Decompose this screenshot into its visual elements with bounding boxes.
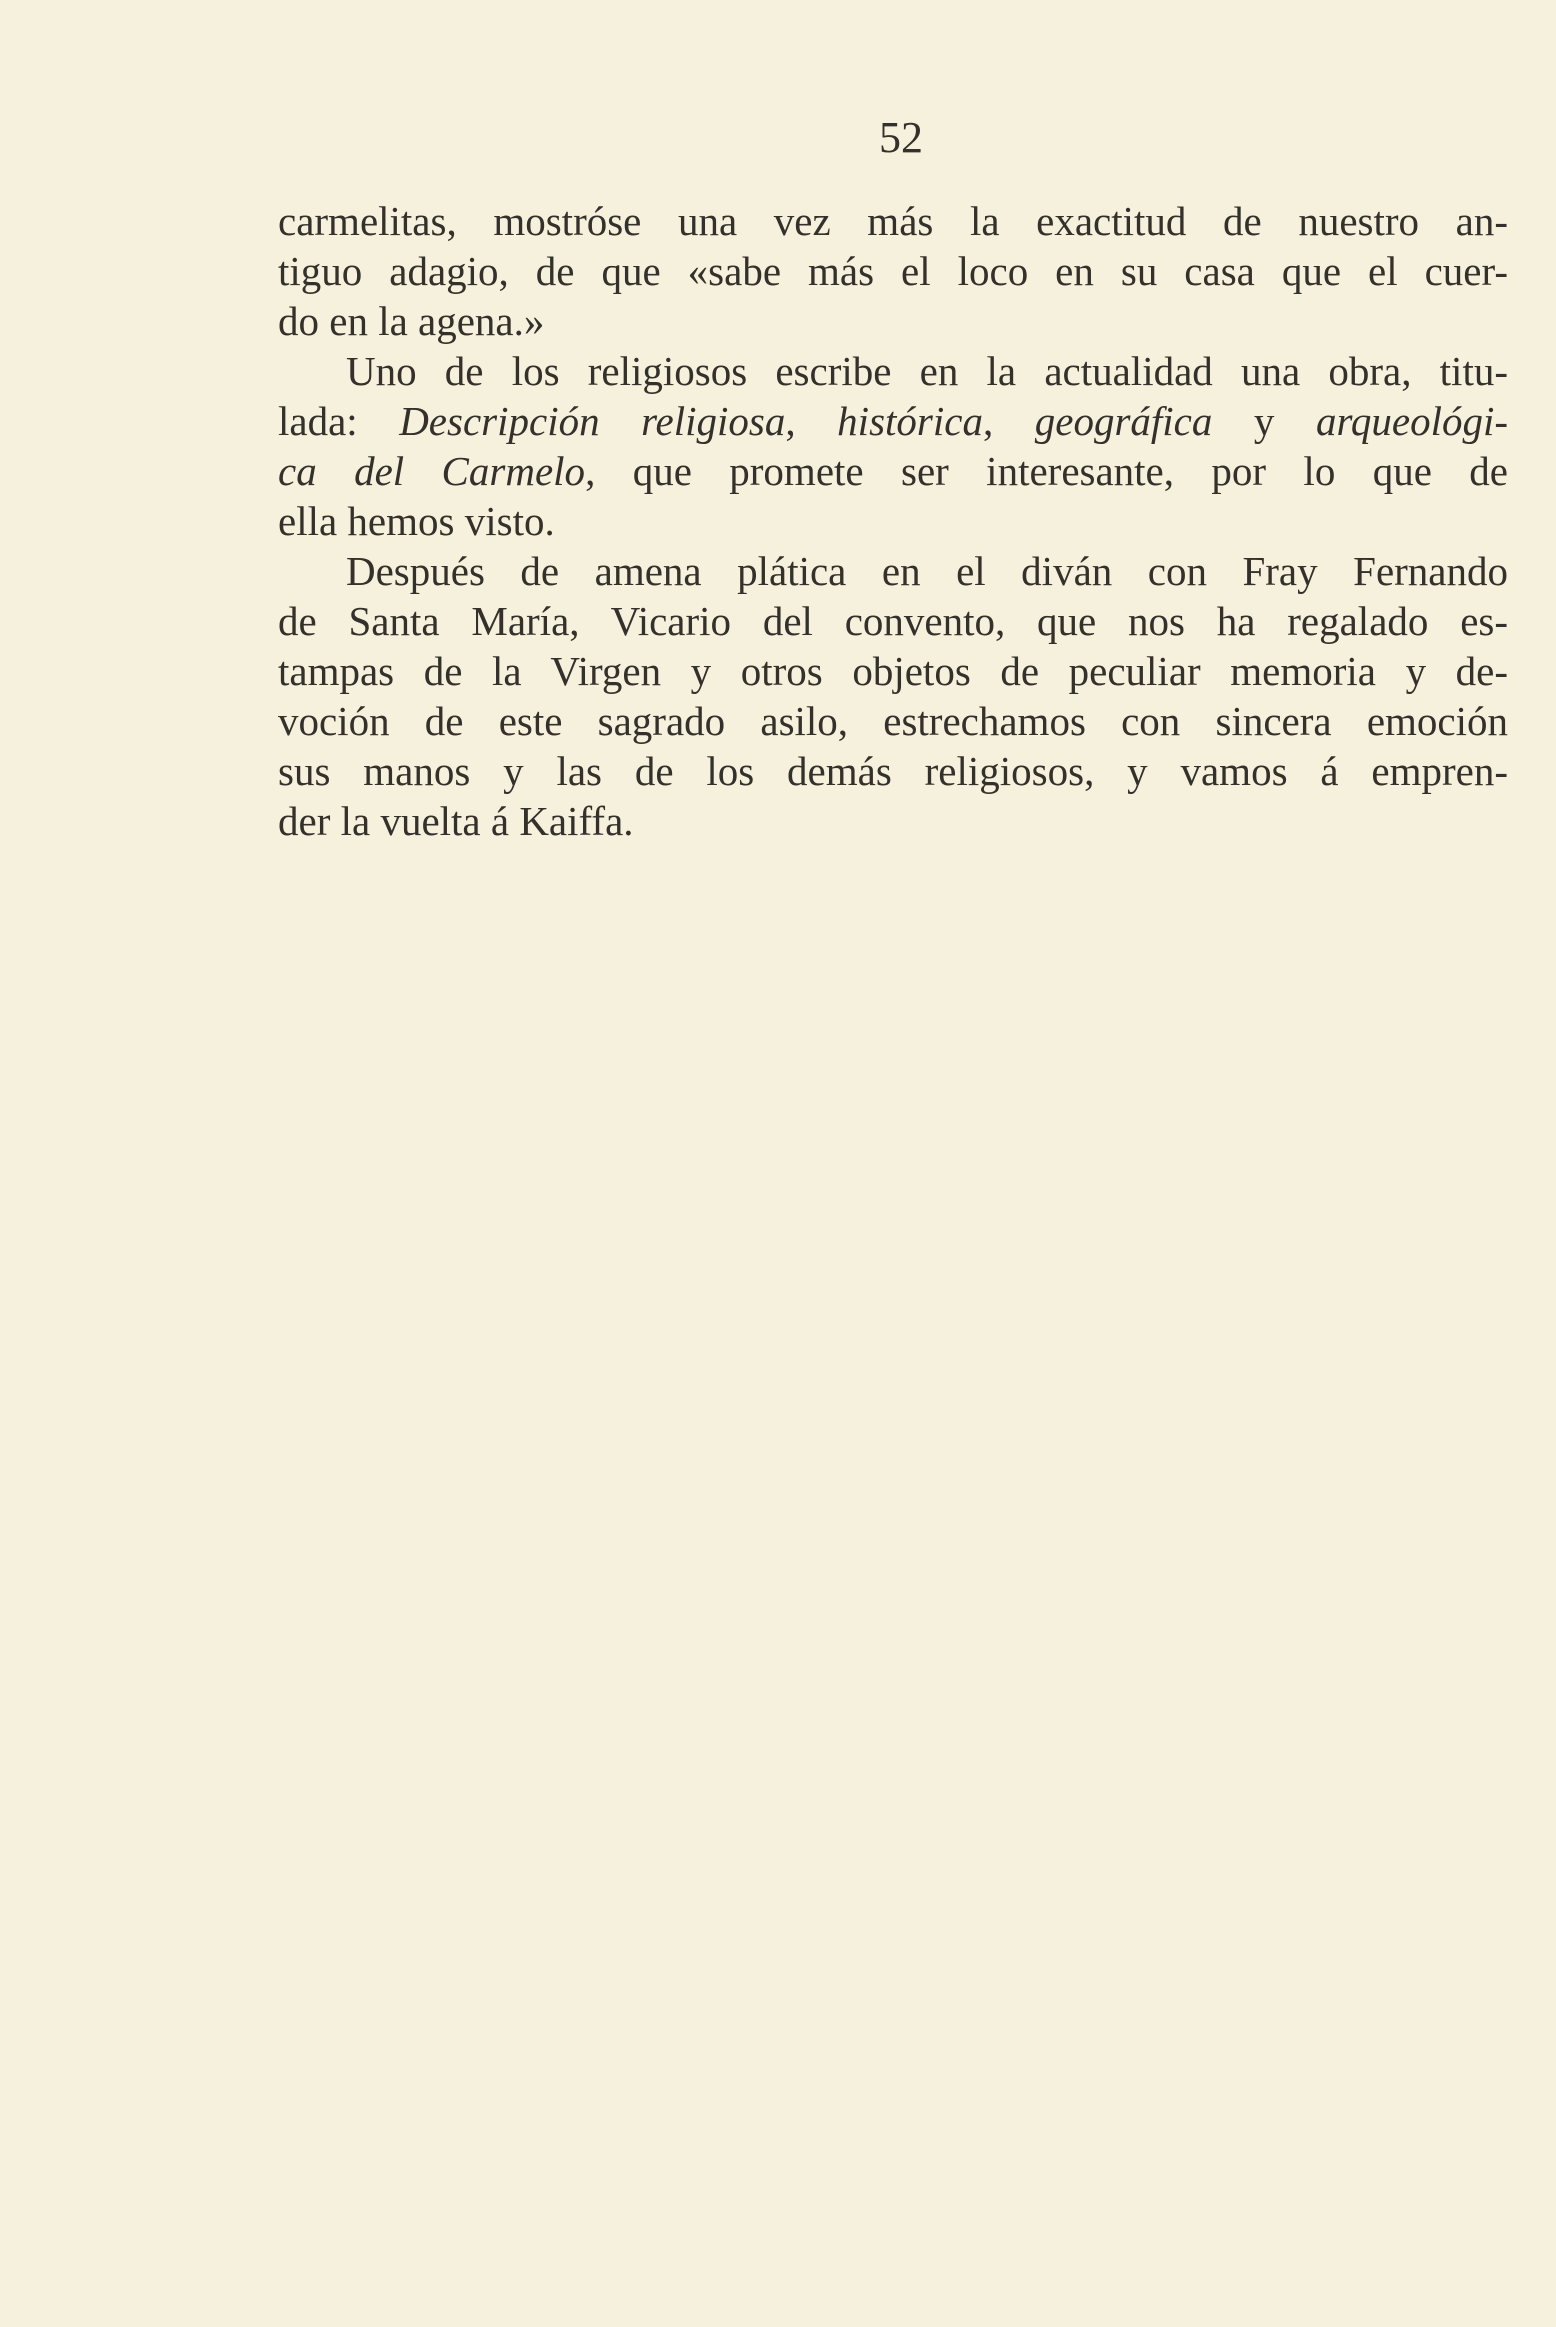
text-line [278, 196, 1508, 246]
text-line [278, 496, 1508, 546]
italic-title-text: geográfica [1034, 398, 1213, 444]
text-segment: de Santa María, Vicario del convento, que nos ha regalado es- [278, 598, 1508, 644]
text-line [278, 596, 1508, 646]
text-line [278, 396, 1508, 446]
text-segment: , [982, 398, 1035, 444]
text-segment: tampas de la Virgen y otros objetos de peculiar memoria y de- [278, 648, 1508, 694]
text-line [278, 546, 1508, 596]
text-line [278, 346, 1508, 396]
text-segment: , que promete ser interesante, por lo que de [585, 448, 1508, 494]
text-segment: sus manos y las de los demás religiosos, y vamos á empren- [278, 748, 1508, 794]
text-line [278, 296, 1508, 346]
text-segment: lada: [278, 398, 400, 444]
text-segment: carmelitas, mostróse una vez más la exactitud de nuestro an- [278, 198, 1508, 244]
text-segment: voción de este sagrado asilo, estrechamos con sincera emoción [278, 698, 1508, 744]
text-line [278, 246, 1508, 296]
text-line [278, 746, 1508, 796]
text-segment: der la vuelta á Kaiffa. [278, 798, 634, 844]
text-line [278, 646, 1508, 696]
text-segment: y [1212, 398, 1316, 444]
italic-title-text: histórica [837, 398, 983, 444]
italic-title-text: arqueológi- [1315, 398, 1509, 444]
text-line [278, 796, 1508, 846]
italic-title-text: Descripción religiosa [399, 398, 786, 444]
text-segment: Uno de los religiosos escribe en la actualidad una obra, titu- [346, 348, 1508, 394]
text-line [278, 696, 1508, 746]
text-segment: , [785, 398, 838, 444]
page-number: 52 [879, 113, 923, 162]
text-segment: do en la agena.» [278, 298, 545, 344]
text-line [278, 446, 1508, 496]
italic-title-text: ca del Carmelo [278, 448, 586, 494]
text-segment: Después de amena plática en el diván con Fray Fernando [346, 548, 1508, 594]
text-segment: tiguo adagio, de que «sabe más el loco en su casa que el cuer- [278, 248, 1508, 294]
body-text [278, 196, 1508, 846]
text-segment: ella hemos visto. [278, 498, 555, 544]
